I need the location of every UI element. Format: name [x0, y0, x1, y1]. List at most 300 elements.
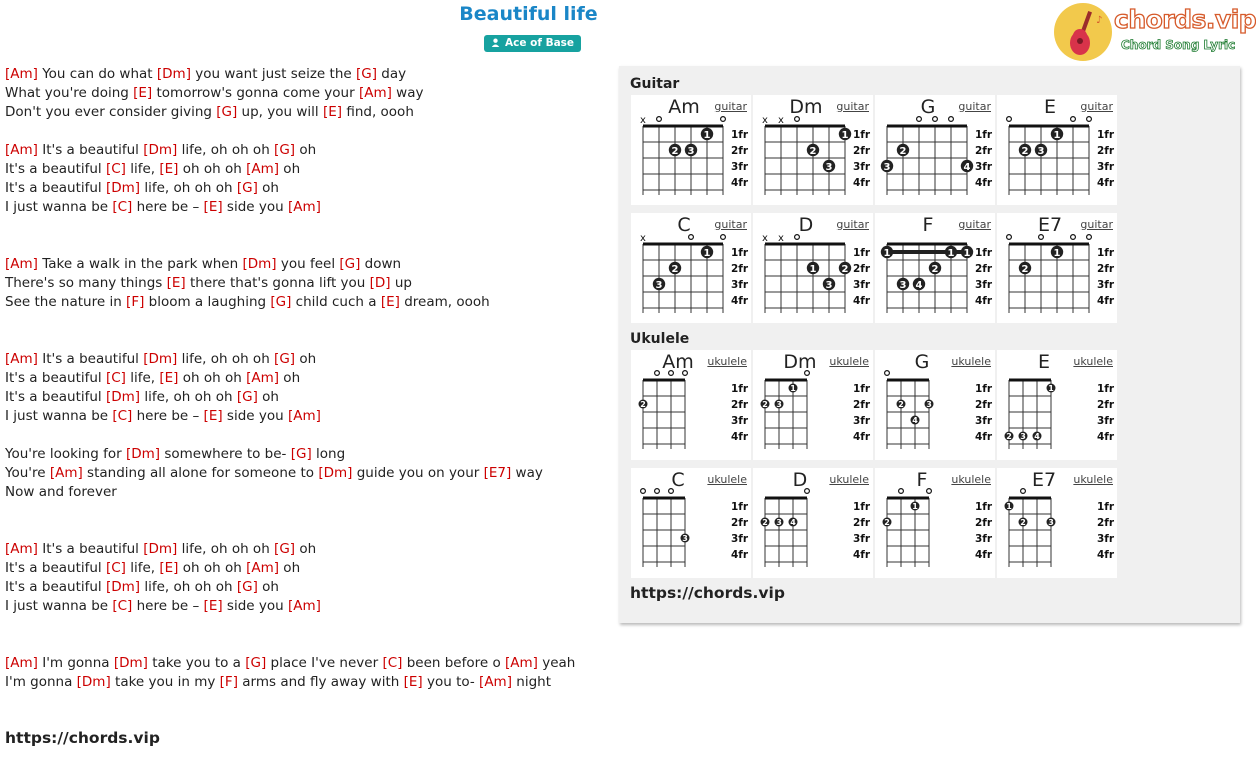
finger-number: 3 [899, 279, 907, 291]
chord-tag[interactable]: [E] [203, 408, 223, 424]
lyric-line [5, 236, 605, 255]
chord-tag[interactable]: [G] [274, 142, 296, 158]
chord-tag[interactable]: [G] [236, 389, 258, 405]
lyric-line [5, 597, 605, 616]
ukulele-chord-card-g[interactable] [875, 350, 995, 460]
chord-name: G [920, 96, 936, 118]
fret-label: 4fr [731, 549, 749, 561]
fret-label: 2fr [853, 517, 871, 529]
chord-tag[interactable]: [Am] [5, 142, 38, 158]
chord-tag[interactable]: [E] [159, 560, 179, 576]
fret-label: 1fr [1097, 383, 1115, 395]
lyric-line [5, 331, 605, 350]
chord-name: E7 [1037, 214, 1063, 236]
chord-name: F [916, 469, 928, 491]
finger-number: 1 [1048, 384, 1054, 393]
instrument-link[interactable]: ukulele [829, 355, 869, 368]
lyric-text: you want just seize the [190, 66, 356, 82]
chord-name: E [1043, 96, 1056, 118]
fret-label: 1fr [975, 501, 993, 513]
lyric-text: life, [125, 370, 160, 386]
guitar-chord-card-e[interactable] [997, 95, 1117, 205]
lyric-text: life, oh oh oh [177, 351, 275, 367]
fret-label: 4fr [853, 295, 871, 307]
lyric-text: child cuch a [291, 294, 381, 310]
chord-tag[interactable]: [Am] [479, 674, 512, 690]
chord-tag[interactable]: [Dm] [105, 389, 141, 405]
lyric-line [5, 445, 605, 464]
lyric-text: life, oh oh oh [140, 180, 237, 196]
lyric-text: You can do what [37, 66, 157, 82]
lyric-text: way [511, 465, 543, 481]
lyric-line [5, 179, 605, 198]
lyric-text: You're looking for [5, 446, 126, 462]
lyric-line [5, 198, 605, 217]
fret-label: 3fr [853, 415, 871, 427]
chord-diagrams-panel [619, 66, 1240, 623]
fret-label: 4fr [1097, 431, 1115, 443]
lyric-text: place I've never [266, 655, 383, 671]
fret-label: 3fr [975, 161, 993, 173]
finger-number: 1 [963, 247, 971, 259]
chord-tag[interactable]: [E] [403, 674, 423, 690]
ukulele-chord-card-e[interactable] [997, 350, 1117, 460]
fret-label: 3fr [853, 279, 871, 291]
finger-number: 3 [776, 400, 782, 409]
fret-label: 1fr [975, 129, 993, 141]
fret-label: 2fr [975, 517, 993, 529]
muted-string-mark: x [640, 233, 646, 244]
fret-label: 3fr [853, 161, 871, 173]
fret-label: 3fr [1097, 161, 1115, 173]
chord-tag[interactable]: [E] [380, 294, 400, 310]
fret-label: 3fr [975, 415, 993, 427]
instrument-link[interactable]: guitar [714, 100, 747, 113]
lyric-text: life, oh oh oh [140, 389, 237, 405]
lyric-text: take you to a [147, 655, 246, 671]
lyric-text: I just wanna be [5, 598, 113, 614]
fret-label: 1fr [853, 247, 871, 259]
finger-number: 1 [1053, 129, 1061, 141]
lyric-line [5, 635, 605, 654]
fret-label: 1fr [731, 383, 749, 395]
finger-number: 1 [809, 263, 817, 275]
finger-number: 3 [776, 518, 782, 527]
chord-tag[interactable]: [Am] [49, 465, 83, 481]
chord-tag[interactable]: [Dm] [143, 351, 178, 367]
lyric-text: long [311, 446, 346, 462]
chord-name: C [671, 469, 685, 491]
chord-tag[interactable]: [Dm] [242, 256, 277, 272]
chord-tag[interactable]: [C] [112, 199, 133, 215]
chord-tag[interactable]: [Am] [287, 199, 321, 215]
lyric-text: here be – [132, 199, 204, 215]
chord-tag[interactable]: [G] [236, 180, 258, 196]
chord-tag[interactable]: [C] [105, 560, 126, 576]
chord-tag[interactable]: [C] [112, 408, 133, 424]
finger-number: 2 [809, 145, 817, 157]
finger-number: 1 [703, 247, 711, 259]
lyric-text: day [376, 66, 407, 82]
finger-number: 2 [1021, 263, 1029, 275]
finger-number: 2 [1006, 432, 1012, 441]
finger-number: 4 [915, 279, 923, 291]
chord-tag[interactable]: [E] [322, 104, 343, 120]
fret-label: 1fr [853, 383, 871, 395]
finger-number: 1 [841, 129, 849, 141]
finger-number: 2 [762, 518, 768, 527]
lyric-text: oh [279, 560, 301, 576]
chord-tag[interactable]: [E7] [483, 465, 512, 481]
lyric-text: Now and forever [5, 484, 117, 500]
fret-label: 2fr [731, 399, 749, 411]
lyric-text: oh [257, 579, 279, 595]
fret-label: 2fr [731, 263, 749, 275]
chord-tag[interactable]: [Am] [5, 66, 38, 82]
ukulele-chord-card-dm[interactable] [753, 350, 873, 460]
fret-label: 1fr [975, 383, 993, 395]
chord-tag[interactable]: [C] [112, 598, 133, 614]
chord-tag[interactable]: [C] [382, 655, 403, 671]
chord-tag[interactable]: [G] [216, 104, 238, 120]
fret-label: 3fr [975, 533, 993, 545]
chord-tag[interactable]: [Dm] [125, 446, 161, 462]
instrument-link[interactable]: ukulele [707, 355, 747, 368]
lyric-text: It's a beautiful [5, 180, 106, 196]
open-string-mark [1007, 235, 1012, 240]
chord-tag[interactable]: [Am] [5, 655, 38, 671]
lyric-text: night [511, 674, 551, 690]
finger-number: 1 [912, 502, 918, 511]
chord-tag[interactable]: [Dm] [113, 655, 148, 671]
chord-tag[interactable]: [Am] [5, 351, 38, 367]
song-title: Beautiful life [459, 3, 598, 25]
lyric-text: oh [257, 180, 279, 196]
lyric-line [5, 65, 605, 84]
instrument-link[interactable]: guitar [958, 100, 991, 113]
chord-tag[interactable]: [G] [236, 579, 258, 595]
instrument-link[interactable]: ukulele [951, 355, 991, 368]
fret-label: 4fr [731, 295, 749, 307]
chord-tag[interactable]: [G] [245, 655, 267, 671]
chord-tag[interactable]: [E] [203, 598, 223, 614]
fret-label: 1fr [1097, 501, 1115, 513]
fret-label: 4fr [975, 431, 993, 443]
chord-tag[interactable]: [C] [105, 370, 126, 386]
chord-tag[interactable]: [E] [159, 370, 179, 386]
finger-number: 1 [883, 247, 891, 259]
chord-tag[interactable]: [Dm] [156, 66, 191, 82]
finger-number: 3 [682, 534, 688, 543]
lyric-text: bloom a laughing [144, 294, 271, 310]
chord-tag[interactable]: [G] [270, 294, 292, 310]
lyric-text: oh oh oh [178, 161, 247, 177]
instrument-link[interactable]: guitar [1080, 100, 1113, 113]
fret-label: 2fr [853, 263, 871, 275]
lyric-line [5, 673, 605, 692]
chord-tag[interactable]: [Am] [246, 560, 280, 576]
lyric-text: find, oooh [342, 104, 414, 120]
lyric-text: oh [295, 541, 317, 557]
fret-label: 4fr [853, 549, 871, 561]
lyric-text: somewhere to be- [160, 446, 291, 462]
lyric-text: life, oh oh oh [177, 142, 275, 158]
lyric-text: I just wanna be [5, 408, 113, 424]
finger-number: 1 [703, 129, 711, 141]
fret-label: 4fr [975, 295, 993, 307]
site-logo[interactable] [1054, 3, 1256, 63]
finger-number: 2 [931, 263, 939, 275]
ukulele-chord-card-d[interactable] [753, 468, 873, 578]
lyric-line [5, 369, 605, 388]
fret-label: 3fr [1097, 415, 1115, 427]
muted-string-mark: x [778, 115, 784, 126]
lyric-text: I'm gonna [5, 674, 77, 690]
chord-tag[interactable]: [D] [369, 275, 391, 291]
fret-label: 1fr [731, 129, 749, 141]
fret-label: 1fr [1097, 247, 1115, 259]
guitar-chord-card-f[interactable] [875, 213, 995, 323]
lyric-line [5, 521, 605, 540]
lyric-line [5, 426, 605, 445]
artist-badge[interactable] [484, 35, 581, 52]
lyric-line [5, 616, 605, 635]
finger-number: 4 [912, 416, 918, 425]
lyric-text: there that's gonna lift you [185, 275, 370, 291]
lyric-text: oh oh oh [178, 370, 247, 386]
lyric-line [5, 312, 605, 331]
guitar-chord-card-d[interactable] [753, 213, 873, 323]
fret-label: 4fr [853, 431, 871, 443]
finger-number: 3 [825, 161, 833, 173]
lyric-text: up [390, 275, 412, 291]
fret-label: 3fr [731, 279, 749, 291]
finger-number: 1 [947, 247, 955, 259]
chord-name: F [922, 214, 934, 236]
fret-label: 3fr [731, 415, 749, 427]
guitar-chord-card-dm[interactable] [753, 95, 873, 205]
chord-tag[interactable]: [Dm] [76, 674, 111, 690]
fret-label: 3fr [731, 161, 749, 173]
lyric-text: life, oh oh oh [140, 579, 237, 595]
chord-tag[interactable]: [G] [290, 446, 312, 462]
finger-number: 3 [655, 279, 663, 291]
guitar-chord-card-am[interactable] [631, 95, 751, 205]
logo-tagline: Chord Song Lyric [1121, 38, 1236, 52]
chord-tag[interactable]: [Am] [505, 655, 538, 671]
lyric-text: tomorrow's gonna come your [152, 85, 359, 101]
chord-tag[interactable]: [Dm] [318, 465, 353, 481]
finger-number: 2 [1021, 145, 1029, 157]
guitar-chord-card-c[interactable] [631, 213, 751, 323]
finger-number: 1 [1053, 247, 1061, 259]
finger-number: 2 [899, 145, 907, 157]
lyric-text: It's a beautiful [5, 560, 106, 576]
lyric-line [5, 502, 605, 521]
lyric-line [5, 84, 605, 103]
chord-tag[interactable]: [G] [355, 66, 377, 82]
instrument-link[interactable]: ukulele [951, 473, 991, 486]
open-string-mark [721, 235, 726, 240]
chord-tag[interactable]: [C] [105, 161, 126, 177]
muted-string-mark: x [778, 233, 784, 244]
lyric-line [5, 274, 605, 293]
chord-tag[interactable]: [Am] [246, 370, 280, 386]
instrument-link[interactable]: guitar [1080, 218, 1113, 231]
chord-name: D [792, 469, 808, 491]
instrument-link[interactable]: ukulele [1073, 473, 1113, 486]
ukulele-chord-card-am[interactable] [631, 350, 751, 460]
lyric-text: side you [222, 199, 288, 215]
muted-string-mark: x [762, 233, 768, 244]
fret-label: 4fr [1097, 177, 1115, 189]
instrument-link[interactable]: guitar [836, 218, 869, 231]
open-string-mark [1007, 117, 1012, 122]
lyric-line [5, 464, 605, 483]
lyrics-site-url[interactable]: https://chords.vip [5, 729, 160, 747]
lyric-text: life, [125, 161, 160, 177]
lyric-text: There's so many things [5, 275, 167, 291]
instrument-link[interactable]: guitar [958, 218, 991, 231]
fret-label: 4fr [731, 177, 749, 189]
ukulele-chord-card-c[interactable] [631, 468, 751, 578]
finger-number: 2 [640, 400, 646, 409]
lyric-text: here be – [132, 408, 204, 424]
chord-tag[interactable]: [G] [274, 541, 296, 557]
lyric-text: oh [295, 351, 317, 367]
chord-tag[interactable]: [Am] [5, 541, 38, 557]
chord-tag[interactable]: [Dm] [105, 579, 141, 595]
finger-number: 2 [1020, 518, 1026, 527]
fret-label: 3fr [975, 279, 993, 291]
instrument-link[interactable]: ukulele [829, 473, 869, 486]
guitar-section-label: Guitar [630, 76, 680, 92]
ukulele-chord-card-f[interactable] [875, 468, 995, 578]
chord-name: Dm [783, 351, 817, 373]
finger-number: 2 [898, 400, 904, 409]
finger-number: 2 [671, 263, 679, 275]
finger-number: 2 [841, 263, 849, 275]
lyric-line [5, 540, 605, 559]
lyric-text: You're [5, 465, 50, 481]
guitar-chord-card-e7[interactable] [997, 213, 1117, 323]
lyric-text: you feel [276, 256, 340, 272]
finger-number: 1 [1006, 502, 1012, 511]
finger-number: 2 [762, 400, 768, 409]
chord-name: C [677, 214, 691, 236]
lyric-text: up, you will [237, 104, 323, 120]
svg-text:♪: ♪ [1096, 15, 1103, 26]
lyric-text: way [391, 85, 424, 101]
instrument-link[interactable]: ukulele [1073, 355, 1113, 368]
lyric-line [5, 160, 605, 179]
fret-label: 2fr [731, 517, 749, 529]
instrument-link[interactable]: guitar [714, 218, 747, 231]
fret-label: 1fr [731, 247, 749, 259]
chord-tag[interactable]: [Dm] [143, 142, 178, 158]
lyric-line [5, 255, 605, 274]
lyric-text: oh [295, 142, 317, 158]
lyric-line [5, 217, 605, 236]
chord-name: D [798, 214, 814, 236]
fret-label: 1fr [975, 247, 993, 259]
finger-number: 3 [1020, 432, 1026, 441]
fret-label: 2fr [975, 399, 993, 411]
fret-label: 2fr [1097, 145, 1115, 157]
lyric-text: It's a beautiful [37, 142, 144, 158]
lyric-text: Take a walk in the park when [37, 256, 243, 272]
chord-tag[interactable]: [E] [133, 85, 153, 101]
chord-tag[interactable]: [Am] [287, 598, 321, 614]
lyric-text: arms and fly away with [237, 674, 404, 690]
guitar-chord-card-g[interactable] [875, 95, 995, 205]
finger-number: 1 [790, 384, 796, 393]
fret-label: 2fr [975, 263, 993, 275]
lyric-line [5, 141, 605, 160]
panel-site-url[interactable]: https://chords.vip [630, 584, 785, 602]
lyric-text: I just wanna be [5, 199, 113, 215]
fret-label: 3fr [731, 533, 749, 545]
lyric-text: take you in my [110, 674, 220, 690]
chord-tag[interactable]: [G] [339, 256, 361, 272]
fret-label: 3fr [853, 533, 871, 545]
chord-tag[interactable]: [Am] [287, 408, 321, 424]
lyric-text: It's a beautiful [5, 579, 106, 595]
logo-text: chords.vip [1114, 5, 1256, 34]
chord-tag[interactable]: [F] [126, 294, 145, 310]
chord-name: Am [662, 351, 694, 373]
lyric-text: Don't you ever consider giving [5, 104, 217, 120]
chord-tag[interactable]: [Am] [246, 161, 280, 177]
ukulele-section-label: Ukulele [630, 331, 690, 347]
logo-emblem [1054, 3, 1112, 61]
chord-tag[interactable]: [G] [274, 351, 296, 367]
muted-string-mark: x [640, 115, 646, 126]
fret-label: 2fr [975, 145, 993, 157]
lyric-line [5, 103, 605, 122]
chord-name: G [914, 351, 930, 373]
finger-number: 3 [1048, 518, 1054, 527]
artist-name: Ace of Base [505, 37, 575, 49]
chord-tag[interactable]: [Dm] [143, 541, 178, 557]
lyric-text: standing all alone for someone to [82, 465, 319, 481]
chord-tag[interactable]: [Am] [358, 85, 392, 101]
lyric-text: side you [222, 598, 288, 614]
lyric-text: life, oh oh oh [177, 541, 275, 557]
chord-tag[interactable]: [Dm] [105, 180, 141, 196]
lyric-line [5, 559, 605, 578]
lyric-text: dream, oooh [399, 294, 490, 310]
fret-label: 2fr [853, 399, 871, 411]
fret-label: 4fr [1097, 549, 1115, 561]
fret-label: 2fr [853, 145, 871, 157]
chord-tag[interactable]: [E] [166, 275, 186, 291]
ukulele-chord-card-e7[interactable] [997, 468, 1117, 578]
lyric-text: See the nature in [5, 294, 127, 310]
chord-tag[interactable]: [E] [203, 199, 223, 215]
chord-name: Am [668, 96, 700, 118]
chord-tag[interactable]: [Am] [5, 256, 38, 272]
chord-tag[interactable]: [E] [159, 161, 179, 177]
lyric-text: here be – [132, 598, 204, 614]
chord-tag[interactable]: [F] [219, 674, 238, 690]
lyric-line [5, 122, 605, 141]
lyric-text: It's a beautiful [5, 370, 106, 386]
lyric-line [5, 293, 605, 312]
lyric-line [5, 388, 605, 407]
instrument-link[interactable]: guitar [836, 100, 869, 113]
instrument-link[interactable]: ukulele [707, 473, 747, 486]
